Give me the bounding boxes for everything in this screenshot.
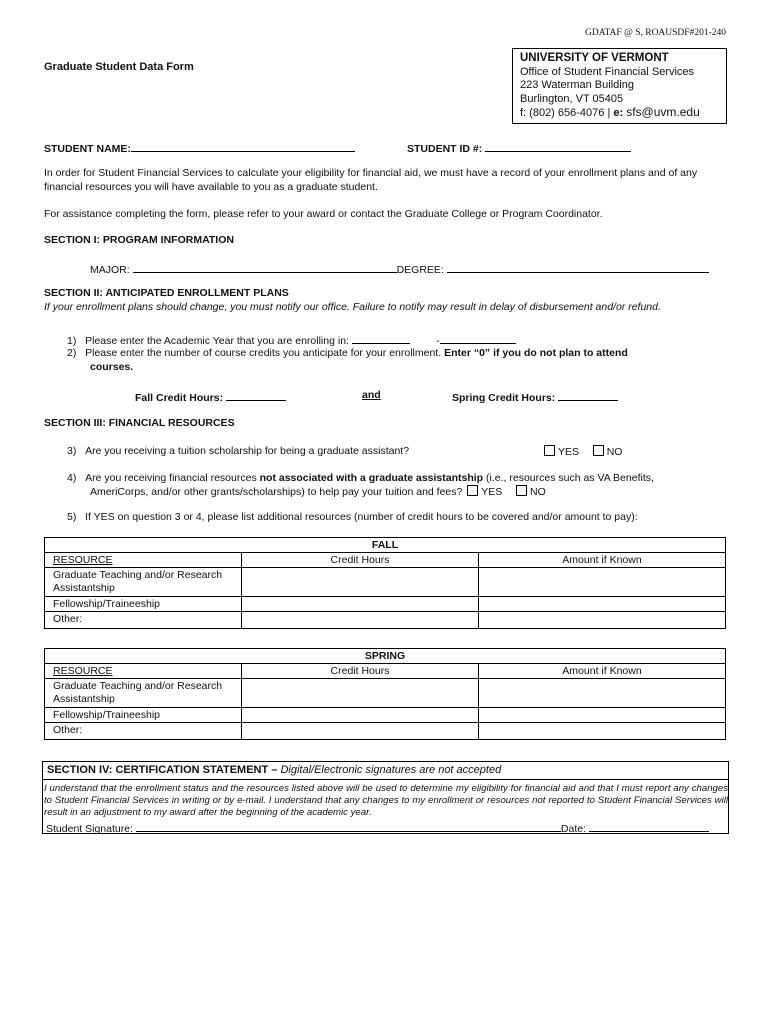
academic-year-start-field[interactable] <box>352 332 410 344</box>
q4-no-checkbox[interactable] <box>516 485 527 496</box>
fall-col-credit: Credit Hours <box>242 553 479 568</box>
table-row <box>45 568 726 597</box>
section4-title-box <box>42 761 729 780</box>
fall-fellowship-credit-cell[interactable] <box>242 597 479 612</box>
q4-no-label: NO <box>529 486 546 498</box>
q3-yes-label: YES <box>558 446 580 458</box>
q4-text-d: AmeriCorps, and/or other grants/scholarships) to help pay your tuition and fees? <box>90 486 463 498</box>
form-reference-code: GDATAF @ S, ROAUSDF#201-240 <box>584 28 726 38</box>
q2-text: Please enter the number of course credits you anticipate for your enrollment. <box>85 347 442 359</box>
spring-resources-table <box>44 648 726 740</box>
fall-resources-table <box>44 537 726 629</box>
fall-row-other: Other: <box>45 612 242 629</box>
spring-row-fellowship: Fellowship/Traineeship <box>45 708 242 723</box>
signature-label: Student Signature: <box>46 823 133 835</box>
q5-number: 5) <box>67 511 77 523</box>
table-row <box>45 708 726 723</box>
fall-row-assistantship: Graduate Teaching and/or Research Assistantship <box>45 568 242 597</box>
office-building: 223 Waterman Building <box>520 79 634 92</box>
student-name-row <box>44 140 355 155</box>
q3-number: 3) <box>67 445 77 457</box>
assistance-paragraph: For assistance completing the form, please refer to your award or contact the Graduate College or Program Coordinator. <box>44 208 603 220</box>
fall-credit-label: Fall Credit Hours: <box>135 392 224 404</box>
q2-bold-text: Enter “0” if you do not plan to attend <box>444 347 628 359</box>
fall-credit-row <box>135 389 286 404</box>
major-row <box>90 261 709 276</box>
section1-title: SECTION I: PROGRAM INFORMATION <box>44 234 234 246</box>
q3-yes-checkbox[interactable] <box>544 445 555 456</box>
q1-text: Please enter the Academic Year that you are enrolling in: <box>85 335 349 347</box>
date-label: Date: <box>560 823 587 835</box>
fall-assistantship-amount-cell[interactable] <box>479 568 726 597</box>
spring-credit-field[interactable] <box>558 389 618 401</box>
q4-yes-label: YES <box>481 486 503 498</box>
table-row <box>45 597 726 612</box>
q4-text-bold: not associated with a graduate assistantship <box>259 472 484 484</box>
q4-text-a: Are you receiving financial resources <box>85 472 260 484</box>
table-row <box>45 679 726 708</box>
student-id-row <box>407 140 631 155</box>
spring-table-title: SPRING <box>45 649 726 664</box>
spring-col-credit: Credit Hours <box>242 664 479 679</box>
signature-field[interactable] <box>136 820 561 832</box>
spring-assistantship-amount-cell[interactable] <box>479 679 726 708</box>
q4-yes-checkbox[interactable] <box>467 485 478 496</box>
q3-no-label: NO <box>606 446 623 458</box>
q3-no-checkbox[interactable] <box>593 445 604 456</box>
spring-row-other: Other: <box>45 723 242 740</box>
section4-title-note: Digital/Electronic signatures are not accepted <box>277 764 502 776</box>
question-5 <box>67 511 638 523</box>
spring-credit-row <box>452 389 618 404</box>
student-id-field[interactable] <box>485 140 631 152</box>
fall-other-amount-cell[interactable] <box>479 612 726 629</box>
spring-fellowship-amount-cell[interactable] <box>479 708 726 723</box>
signature-row <box>46 820 709 835</box>
question-2 <box>67 346 628 374</box>
fall-fellowship-amount-cell[interactable] <box>479 597 726 612</box>
table-row <box>45 612 726 629</box>
intro-paragraph: In order for Student Financial Services to calculate your eligibility for financial aid, we must have a record of your enrollment plans and of any financial resources you will have available to you as a graduate student. <box>44 167 698 193</box>
and-label: and <box>362 389 381 401</box>
office-contact <box>520 106 726 121</box>
office-address-box <box>512 48 727 124</box>
q4-text-c: (i.e., resources such as VA Benefits, <box>483 472 654 484</box>
q1-dash: - <box>436 335 440 347</box>
certification-statement: I understand that the enrollment status and the resources listed above will be used to determine my eligibility for financial aid and that I must report any changes to Student Financial Services in writing or by e-mail. I understand that any changes to my enrollment or resources not reported to Student Financial Services will result in an adjustment to my award after the beginning of the academic year. <box>44 783 728 818</box>
major-field[interactable] <box>133 261 397 273</box>
email-link[interactable]: sfs@uvm.edu <box>626 105 700 120</box>
fall-assistantship-credit-cell[interactable] <box>242 568 479 597</box>
q2-number: 2) <box>67 347 77 359</box>
student-name-label: STUDENT NAME: <box>44 143 131 155</box>
section2-title: SECTION II: ANTICIPATED ENROLLMENT PLANS <box>44 287 289 299</box>
q3-text: Are you receiving a tuition scholarship for being a graduate assistant? <box>85 445 410 457</box>
spring-col-amount: Amount if Known <box>479 664 726 679</box>
q4-number: 4) <box>67 472 77 484</box>
fall-col-resource: RESOURCE <box>45 553 242 568</box>
academic-year-end-field[interactable] <box>440 332 516 344</box>
fall-table-title: FALL <box>45 538 726 553</box>
section4-title: SECTION IV: CERTIFICATION STATEMENT – <box>47 764 278 776</box>
major-label: MAJOR: <box>90 264 130 276</box>
date-field[interactable] <box>589 820 709 832</box>
spring-row-assistantship: Graduate Teaching and/or Research Assistantship <box>45 679 242 708</box>
fax: f: (802) 656-4076 | <box>520 107 614 120</box>
question-1 <box>67 332 516 347</box>
fall-row-fellowship: Fellowship/Traineeship <box>45 597 242 612</box>
question-3 <box>67 445 409 457</box>
question-4 <box>67 471 654 499</box>
q2-bold-text-2: courses. <box>90 361 134 373</box>
spring-assistantship-credit-cell[interactable] <box>242 679 479 708</box>
q5-text: If YES on question 3 or 4, please list additional resources (number of credit hours to be covered and/or amount to pay): <box>85 511 638 523</box>
spring-fellowship-credit-cell[interactable] <box>242 708 479 723</box>
student-name-field[interactable] <box>131 140 355 152</box>
spring-other-credit-cell[interactable] <box>242 723 479 740</box>
form-title: Graduate Student Data Form <box>44 61 194 73</box>
fall-col-amount: Amount if Known <box>479 553 726 568</box>
student-id-label: STUDENT ID #: <box>407 143 483 155</box>
office-city: Burlington, VT 05405 <box>520 92 624 105</box>
q3-options <box>542 445 622 458</box>
degree-field[interactable] <box>447 261 709 273</box>
q1-number: 1) <box>67 335 77 347</box>
email-label: e: <box>613 107 627 120</box>
degree-label: DEGREE: <box>396 264 444 276</box>
table-row <box>45 723 726 740</box>
university-name: UNIVERSITY OF VERMONT <box>520 52 669 64</box>
section3-title: SECTION III: FINANCIAL RESOURCES <box>44 417 235 429</box>
section2-note: If your enrollment plans should change, you must notify our office. Failure to notify may result in delay of disbursement and/or refund. <box>44 301 661 313</box>
spring-col-resource: RESOURCE <box>45 664 242 679</box>
spring-credit-label: Spring Credit Hours: <box>452 392 556 404</box>
fall-other-credit-cell[interactable] <box>242 612 479 629</box>
fall-credit-field[interactable] <box>226 389 286 401</box>
office-name: Office of Student Financial Services <box>520 65 695 78</box>
spring-other-amount-cell[interactable] <box>479 723 726 740</box>
